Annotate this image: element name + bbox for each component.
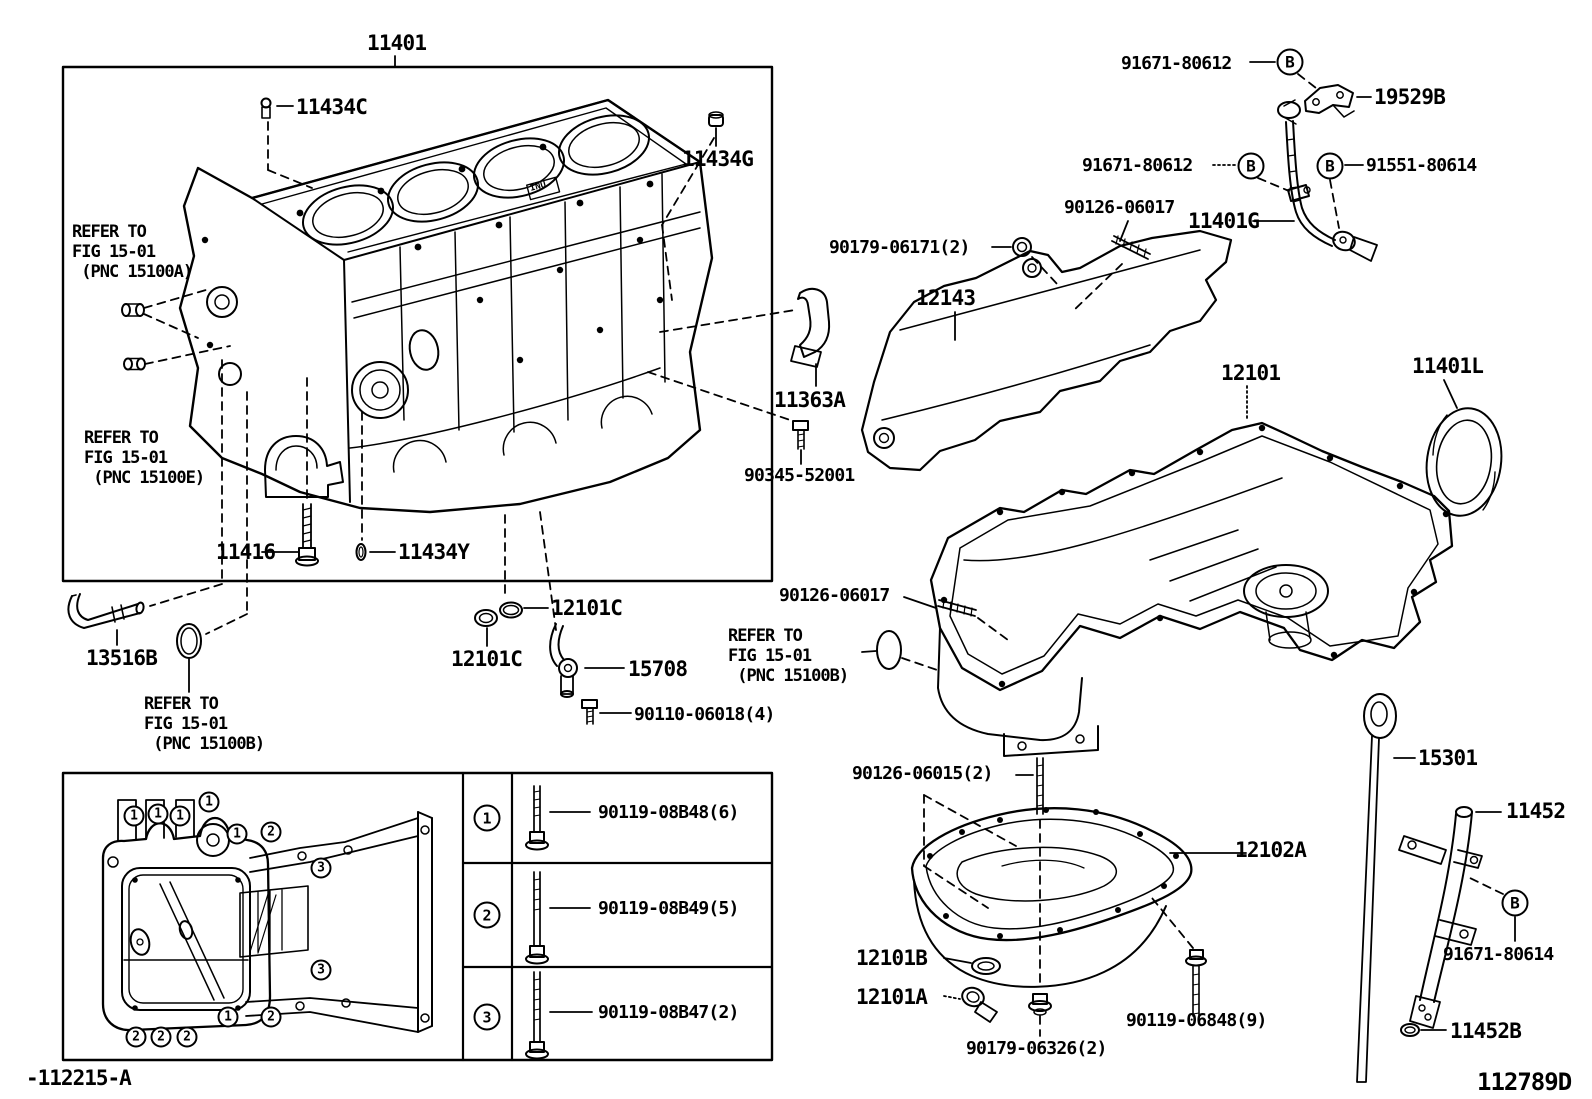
callout-circle-10: 2 [126,1027,147,1048]
part-label-90126-06017-b[interactable]: 90126-06017 [779,585,890,606]
part-label-90179-06326[interactable]: 90179-06326(2) [966,1038,1107,1059]
note-line: (PNC 15100E) [84,468,205,488]
note-refer-fig-15100A [72,222,192,282]
part-label-11401G[interactable]: 11401G [1188,209,1260,233]
table-part-label-90119-08B47(2)[interactable]: 90119-08B47(2) [598,1002,739,1023]
table-part-label-90119-08B48(6)[interactable]: 90119-08B48(6) [598,802,739,823]
part-label-12101B[interactable]: 12101B [856,946,928,970]
callout-circle-1: 1 [148,804,169,825]
part-label-91551-80614[interactable]: 91551-80614 [1366,155,1477,176]
part-label-13516B[interactable]: 13516B [86,646,158,670]
table-row-num-1: 1 [474,805,501,832]
note-line: REFER TO [72,222,146,242]
note-line: (PNC 15100B) [728,666,849,686]
note-line: FIG 15-01 [84,448,168,468]
note-line: FIG 15-01 [728,646,812,666]
circle-letter-b-91671-2: B [1238,153,1265,180]
part-label-91671-80614[interactable]: 91671-80614 [1443,944,1554,965]
part-label-11434C[interactable]: 11434C [296,95,368,119]
note-refer-fig-15100E [84,428,204,488]
circle-letter-b-91551: B [1317,153,1344,180]
circle-letter-b-19529: B [1277,49,1304,76]
callout-circle-8: 1 [218,1007,239,1028]
part-label-11452[interactable]: 11452 [1506,799,1566,823]
note-line: (PNC 15100B) [144,734,265,754]
part-label-11452B[interactable]: 11452B [1450,1019,1522,1043]
part-label-90179-06171[interactable]: 90179-06171(2) [829,237,970,258]
callout-circle-4: 1 [227,824,248,845]
note-line: (PNC 15100A) [72,262,193,282]
part-label-12102A[interactable]: 12102A [1235,838,1307,862]
callout-circle-9: 2 [261,1007,282,1028]
part-label-12101C-a[interactable]: 12101C [551,596,623,620]
note-line: REFER TO [84,428,158,448]
circle-letter-b-91671-3: B [1502,890,1529,917]
note-line: REFER TO [728,626,802,646]
figure-code-left: -112215-A [26,1066,131,1090]
part-label-15708[interactable]: 15708 [628,657,688,681]
part-label-90119-06848[interactable]: 90119-06848(9) [1126,1010,1267,1031]
part-label-12101A[interactable]: 12101A [856,985,928,1009]
part-label-12143[interactable]: 12143 [916,286,976,310]
callout-circle-6: 3 [311,858,332,879]
note-line: FIG 15-01 [72,242,156,262]
part-label-91671-80612-b[interactable]: 91671-80612 [1082,155,1193,176]
part-label-11401[interactable]: 11401 [367,31,427,55]
table-row-num-2: 2 [474,902,501,929]
part-label-11434Y[interactable]: 11434Y [398,540,470,564]
callout-circle-7: 3 [311,960,332,981]
part-label-11401L[interactable]: 11401L [1412,354,1484,378]
part-label-90345-52001[interactable]: 90345-52001 [744,465,855,486]
part-label-11416[interactable]: 11416 [216,540,276,564]
note-line: FIG 15-01 [144,714,228,734]
callout-circle-5: 2 [261,822,282,843]
table-part-label-90119-08B49(5)[interactable]: 90119-08B49(5) [598,898,739,919]
part-label-11434G[interactable]: 11434G [682,147,754,171]
callout-circle-2: 1 [170,806,191,827]
part-label-12101[interactable]: 12101 [1221,361,1281,385]
note-refer-fig-15100B-left [144,694,264,754]
part-label-19529B[interactable]: 19529B [1374,85,1446,109]
callout-circle-12: 2 [177,1027,198,1048]
part-label-12101C-b[interactable]: 12101C [451,647,523,671]
part-label-91671-80612-a[interactable]: 91671-80612 [1121,53,1232,74]
part-label-90126-06015[interactable]: 90126-06015(2) [852,763,993,784]
table-row-num-3: 3 [474,1004,501,1031]
callout-circle-11: 2 [151,1027,172,1048]
part-label-15301[interactable]: 15301 [1418,746,1478,770]
part-label-90126-06017-a[interactable]: 90126-06017 [1064,197,1175,218]
note-line: REFER TO [144,694,218,714]
part-label-90110-06018[interactable]: 90110-06018(4) [634,704,775,725]
part-label-11363A[interactable]: 11363A [774,388,846,412]
callout-circle-3: 1 [199,792,220,813]
block-casting-mark: INU [528,180,548,194]
figure-code-right: 112789D [1477,1068,1572,1096]
note-refer-fig-15100B-mid [728,626,848,686]
callout-circle-0: 1 [124,806,145,827]
